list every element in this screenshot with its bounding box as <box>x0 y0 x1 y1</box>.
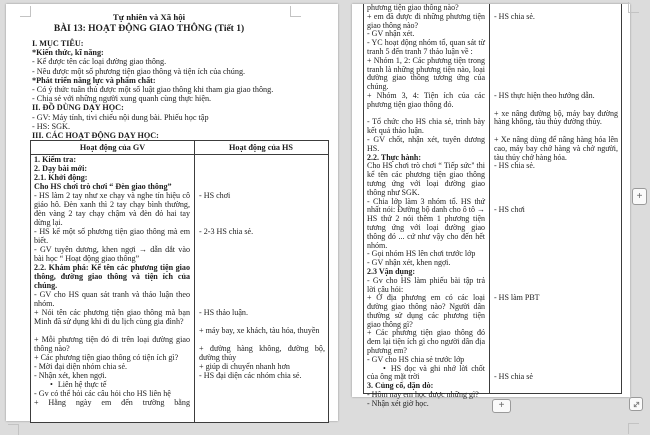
page-2 <box>352 3 630 408</box>
hs-activity-cell <box>194 362 328 380</box>
hs-activity-cell <box>489 13 621 92</box>
paragraph: + Các phương tiện giao thông có tiện ích gì? <box>34 353 179 362</box>
paragraph: - GV cho HS quan sát tranh và thảo luận theo nhóm. <box>34 290 190 308</box>
paragraph: - Gv có thể hỏi các câu hỏi cho HS liên hệ <box>34 389 171 398</box>
table-row <box>31 335 328 362</box>
gv-activity-cell <box>364 198 489 251</box>
paragraph: - Kể được tên các loại đường giao thông. <box>32 57 167 67</box>
paragraph: - Nhận xét giờ học. <box>367 398 429 408</box>
paragraph: 3. Củng cố, dặn dò: <box>367 381 434 391</box>
activities-table-page2 <box>363 3 622 408</box>
paragraph: - HS đại diện các nhóm chia sẻ. <box>199 371 302 380</box>
paragraph: + em đã được đi những phương tiện giao thông nào? <box>367 11 485 30</box>
paragraph: - Nhận xét, khen ngợi. <box>34 371 107 380</box>
hs-activity-cell <box>194 380 328 407</box>
paragraph: Cho HS chơi trò chơi “ Tiếp sức'' thi kể tên các phương tiện giao thông tương ứng với loại đường giao thông như SGK. <box>367 161 485 197</box>
paragraph: - HS chơi <box>494 205 525 215</box>
paragraph: + máy bay, xe khách, tàu hỏa, thuyền <box>199 326 320 335</box>
table-row <box>364 294 621 364</box>
paragraph: - 2-3 HS chia sẻ. <box>199 227 254 236</box>
paragraph: - GV chốt, nhận xét, tuyên dương HS. <box>367 134 485 153</box>
paragraph: + Nhóm 1, 2: Các phương tiện trong tranh là những phương tiện nào, loại đường giao thông tương ứng của chúng. <box>367 55 485 92</box>
paragraph: 2.2. Khám phá: Kể tên các phương tiện giao thông, đường giao thông và tiện ích của chúng. <box>34 263 190 290</box>
table-row <box>31 308 328 335</box>
paragraph: 2.3 Vận dụng: <box>367 266 416 276</box>
paragraph: - GV cho HS chia sẻ trước lớp <box>367 354 465 364</box>
paragraph: 2.2. Thực hành: <box>367 152 422 162</box>
plus-icon: + <box>498 400 505 411</box>
table-row <box>364 92 621 136</box>
paragraph: - GV nhận xét. <box>367 29 415 39</box>
paragraph: - HS chia sẻ. <box>494 161 535 171</box>
column-divider <box>194 141 195 422</box>
paragraph: - HS làm 2 tay như xe chạy và nghe tín hiệu cô giáo hô. Đèn xanh thì 2 tay chạy bình thường, đèn vàng 2 tay chạy chậm và đèn đỏ hai tay dừng lại. <box>34 191 190 227</box>
paragraph: + xe nâng đường bộ, máy bay đường hàng không, tàu thủy đường thủy. <box>494 108 618 127</box>
hs-activity-cell <box>194 245 328 308</box>
paragraph: + đường hàng không, đường bộ, đường thủy <box>199 344 325 362</box>
table-row <box>364 198 621 251</box>
table-row <box>31 362 328 380</box>
table-row <box>364 250 621 294</box>
paragraph: + Nói tên các phương tiện giao thông mà bạn Minh đã sử dụng khi đi du lịch cùng gia đình? <box>34 308 190 326</box>
margin-corner-mark <box>290 6 301 17</box>
paragraph: - GV: Máy tính, tivi chiếu nội dung bài. Phiếu học tập <box>32 112 209 122</box>
gv-activity-cell <box>364 382 489 408</box>
paragraph: - Nêu được một số phương tiện giao thông và tiện ích của chúng. <box>32 66 246 76</box>
paragraph: - GV nhận xét, khen ngợi. <box>367 258 451 268</box>
gv-activity-cell <box>364 92 489 136</box>
hs-activity-cell <box>489 365 621 383</box>
paragraph: - Hôm nay em học được những gì? <box>367 390 479 400</box>
table-row <box>31 227 328 245</box>
paragraph: III. CÁC HOẠT ĐỘNG DẠY HỌC: <box>32 131 159 141</box>
paragraph: I. MỤC TIÊU: <box>32 39 84 48</box>
paragraph: + giúp di chuyển nhanh hơn <box>199 362 290 371</box>
paragraph: + Mỗi phương tiện đó đi trên loại đường giao thông nào? <box>34 335 190 353</box>
hs-activity-cell <box>194 227 328 245</box>
gv-activity-cell <box>364 136 489 198</box>
hs-activity-cell <box>489 198 621 251</box>
table-header-row <box>31 141 328 155</box>
bullet-icon: • <box>383 363 386 373</box>
table-row <box>364 365 621 383</box>
paragraph: - Mời đại diện nhóm chia sẻ. <box>34 362 128 371</box>
add-annotation-bottom-button[interactable] <box>492 399 511 413</box>
paragraph: - HS thảo luận. <box>199 308 249 317</box>
col-header-gv: Hoạt động của GV <box>79 143 146 152</box>
hs-activity-cell <box>489 92 621 136</box>
doc-title: BÀI 13: HOẠT ĐỘNG GIAO THÔNG (Tiết 1) <box>53 24 245 34</box>
bullet-item: • Liên hệ thực tế <box>50 380 107 389</box>
hs-activity-cell <box>489 294 621 364</box>
gv-activity-cell <box>31 155 194 191</box>
paragraph: - HS làm PBT <box>494 293 540 303</box>
plus-icon: + <box>636 190 643 202</box>
bullet-icon: • <box>50 380 53 389</box>
paragraph <box>199 317 325 326</box>
paragraph: - HS: SGK. <box>32 121 70 131</box>
paragraph: 2. Dạy bài mới: <box>34 164 88 173</box>
objectives-section <box>32 39 331 140</box>
gv-activity-cell <box>31 380 194 407</box>
paragraph: Cho HS chơi trò chơi “ Đèn giao thông” <box>34 182 172 191</box>
paragraph: - Có ý thức tuân thủ được một số luật giao thông khi tham gia giao thông. <box>32 85 274 95</box>
paragraph: 1. Kiểm tra: <box>34 155 77 164</box>
paragraph: - YC hoạt động nhóm tổ, quan sát từ tranh 5 đến tranh 7 thảo luận về : <box>367 38 485 56</box>
column-divider <box>489 4 490 393</box>
paragraph: - HS chia sẻ <box>494 372 533 382</box>
hs-activity-cell <box>194 155 328 191</box>
bullet-item: • HS đọc và ghi nhớ lời chốt của ông mặt trời <box>367 363 485 382</box>
expand-diagonal-icon <box>632 400 641 409</box>
paragraph: - Chia sẻ với những người xung quanh cùng thực hiện. <box>32 94 212 104</box>
paragraph: - HS chơi <box>199 191 231 200</box>
doc-subject: Tự nhiên và Xã hội <box>112 12 186 22</box>
gv-activity-cell <box>31 227 194 245</box>
paragraph: *Kiến thức, kĩ năng: <box>32 48 104 58</box>
table-row <box>31 245 328 308</box>
table-row <box>364 136 621 198</box>
gv-activity-cell <box>364 294 489 364</box>
gv-activity-cell <box>31 191 194 227</box>
paragraph: 2.1. Khởi động: <box>34 173 88 182</box>
gv-activity-cell <box>31 335 194 362</box>
hs-activity-cell <box>489 250 621 294</box>
margin-corner-mark <box>8 424 19 435</box>
paragraph: - Tổ chức cho HS chia sẻ, trình bày kết quả thảo luận. <box>367 117 485 136</box>
gv-activity-cell <box>364 13 489 92</box>
paragraph <box>199 335 325 344</box>
paragraph: - GV tuyên dương, khen ngợi → dẫn dắt vào bài học “ Hoạt động giao thông” <box>34 245 190 263</box>
paragraph: - Gv cho HS làm phiếu bài tập trả lời câu hỏi: <box>367 275 485 294</box>
paragraph: - Gọi nhóm HS lên chơi trước lớp <box>367 249 476 259</box>
paragraph: + Xe nâng dùng để nâng hàng hóa lên cao, máy bay chở hàng và chở người, tàu thủy chở hàng hóa. <box>494 134 618 162</box>
paragraph: - Chia lớp làm 3 nhóm tổ. HS thứ nhất nói: Đường bộ danh cho ô tô → HS thứ 2 nói thêm 1 phương tiện tương ứng với loại đường giao thông đó ... cứ như vậy cho đến hết nhóm. <box>367 196 485 250</box>
paragraph: + Nhóm 3, 4: Tiện ích của các phương tiện giao thông đó. <box>367 90 485 109</box>
table-row <box>364 13 621 92</box>
paragraph: + Hằng ngày em đến trường bằng <box>34 398 190 407</box>
add-annotation-side-button[interactable] <box>632 188 647 205</box>
hs-activity-cell <box>194 308 328 335</box>
margin-corner-mark <box>628 423 639 434</box>
paragraph: + Ở địa phương em có các loại đường giao thông nào? Người dân thường sử dụng các phương tiện giao thông gì? <box>367 293 485 329</box>
hs-activity-cell <box>489 136 621 198</box>
paragraph: - HS chia sẻ. <box>494 11 535 21</box>
gv-activity-cell <box>31 362 194 380</box>
paragraph: II. ĐỒ DÙNG DẠY HỌC: <box>32 103 124 113</box>
gv-activity-cell <box>31 308 194 335</box>
col-header-hs: Hoạt động của HS <box>229 143 293 152</box>
paragraph: phương tiện giao thông nào? <box>367 3 459 12</box>
gv-activity-cell <box>31 245 194 308</box>
table-row <box>31 191 328 227</box>
hs-activity-cell <box>194 191 328 227</box>
gv-activity-cell <box>364 365 489 383</box>
table-row <box>31 155 328 191</box>
paragraph: - HS kể một số phương tiện giao thông mà em biết. <box>34 227 190 245</box>
table-body-page2 <box>364 4 621 409</box>
doc-header <box>18 12 280 35</box>
paragraph: *Phát triển năng lực và phẩm chất: <box>32 75 156 85</box>
table-body-page1 <box>31 155 328 407</box>
activities-table-page1 <box>30 140 329 423</box>
paragraph: - HS thực hiện theo hướng dẫn. <box>494 90 595 100</box>
paragraph: + Các phương tiện giao thông đó đem lại tiện ích gì cho người dân địa phương em? <box>367 328 485 356</box>
hs-activity-cell <box>194 335 328 362</box>
table-row <box>31 380 328 407</box>
margin-corner-mark <box>628 2 639 13</box>
page-1 <box>6 4 338 421</box>
expand-button[interactable] <box>629 397 643 411</box>
gv-activity-cell <box>364 250 489 294</box>
